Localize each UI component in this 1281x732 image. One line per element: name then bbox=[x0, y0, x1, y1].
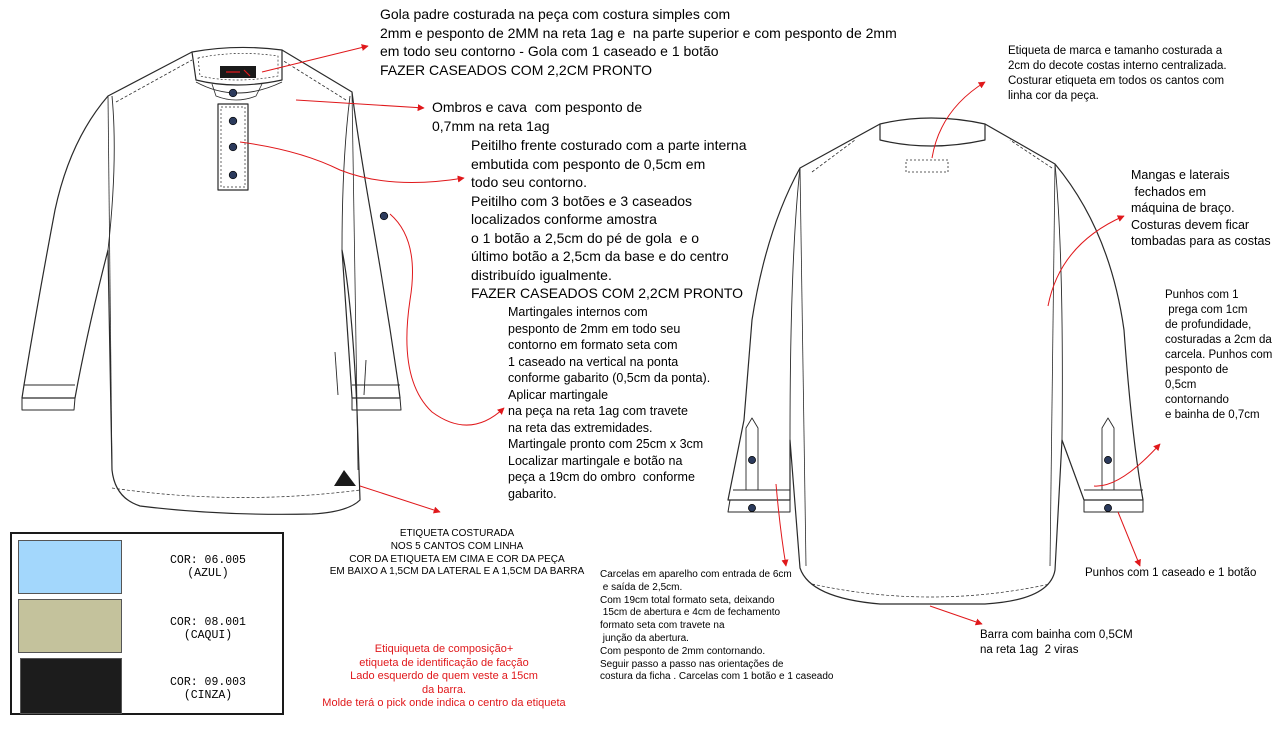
color-code-azul: COR: 06.005 bbox=[170, 554, 246, 567]
front-body-outline bbox=[22, 50, 400, 514]
back-buttons bbox=[748, 456, 1111, 511]
shoulder-arrow bbox=[296, 100, 424, 108]
color-label-caqui bbox=[158, 616, 258, 642]
brand-label-note: Etiqueta de marca e tamanho costurada a 2cm do decote costas interno centralizada. Costurar etiqueta em todos os cantos com linha cor da peça. bbox=[1008, 45, 1227, 102]
color-swatch-caqui bbox=[18, 599, 122, 653]
color-name-caqui: (CAQUI) bbox=[183, 629, 233, 642]
front-shirt-drawing bbox=[22, 47, 401, 514]
color-name-cinza: (CINZA) bbox=[183, 689, 233, 702]
composition-label-note: Etiquiqueta de composição+ etiqueta de identificação de facção Lado esquerdo de quem veste a 15cm da barra. Molde terá o pick onde indica o centro da etiqueta bbox=[322, 643, 566, 710]
placket-arrow bbox=[240, 142, 464, 183]
cuff-buttons-note: Punhos com 1 caseado e 1 botão bbox=[1085, 567, 1257, 579]
color-label-cinza bbox=[158, 676, 258, 702]
collar-note: Gola padre costurada na peça com costura simples com 2mm e pesponto de 2MM na reta 1ag e na parte superior e com pesponto de 2mm em todo seu contorno - Gola com 1 caseado e 1 botão FAZER CASEADOS COM 2,2CM PRONTO bbox=[380, 6, 897, 78]
color-swatch-cinza bbox=[20, 658, 122, 714]
color-name-azul: (AZUL) bbox=[187, 567, 229, 580]
placket-note: Peitilho frente costurado com a parte interna embutida com pesponto de 0,5cm em todo seu contorno. Peitilho com 3 botões e 3 caseados localizados conforme amostra o 1 botão a 2,5cm do pé de gola e o último botão a 2,5cm da base e do centro distribuído igualmente. FAZER CASEADOS COM 2,2CM PRONTO bbox=[471, 137, 747, 301]
hem-note: Barra com bainha com 0,5CM na reta 1ag 2 viras bbox=[980, 629, 1133, 656]
shoulders-note: Ombros e cava com pesponto de 0,7mm na reta 1ag bbox=[432, 99, 643, 134]
sleeve-placket-note: Carcelas em aparelho com entrada de 6cm e saída de 2,5cm. Com 19cm total formato seta, deixando 15cm de abertura e 4cm de fechamento formato seta com travete na junção da abertura. Com pesponto de 2mm contornando. Seguir passo a passo nas orientações de costura da ficha . Carcelas com 1 botão e 1 caseado bbox=[600, 569, 834, 683]
back-brand-label bbox=[906, 160, 948, 172]
cuff-button-arrow bbox=[1118, 512, 1140, 566]
color-swatch-panel bbox=[10, 532, 284, 715]
back-shirt-drawing bbox=[728, 118, 1143, 604]
hem-arrow bbox=[930, 606, 982, 624]
sleeve-placket-arrow bbox=[776, 484, 786, 566]
sewn-label-note: ETIQUETA COSTURADA NOS 5 CANTOS COM LINHA COR DA ETIQUETA EM CIMA E COR DA PEÇA EM BAIXO A 1,5CM DA LATERAL E A 1,5CM DA BARRA bbox=[329, 528, 585, 578]
front-buttons bbox=[229, 89, 388, 220]
front-label-patch bbox=[334, 470, 356, 486]
sleeves-sides-note: Mangas e laterais fechados em máquina de braço. Costuras devem ficar tombadas para as costas bbox=[1131, 168, 1271, 248]
color-code-cinza: COR: 09.003 bbox=[170, 676, 246, 689]
sewn-label-arrow bbox=[360, 486, 440, 512]
martingale-note: Martingales internos com pesponto de 2mm em todo seu contorno em formato seta com 1 caseado na vertical na ponta conforme gabarito (0,5cm da ponta). Aplicar martingale na peça na reta 1ag com travete na reta das extremidades. Martingale pronto com 25cm x 3cm Localizar martingale e botão na peça a 19cm do ombro conforme gabarito. bbox=[508, 305, 711, 501]
color-code-caqui: COR: 08.001 bbox=[170, 616, 246, 629]
color-label-azul bbox=[158, 554, 258, 580]
cuff-arrow bbox=[1094, 444, 1160, 486]
cuffs-note: Punhos com 1 prega com 1cm de profundidade, costuradas a 2cm da carcela. Punhos com pesponto de 0,5cm contornando e bainha de 0,7cm bbox=[1165, 289, 1273, 421]
color-swatch-azul bbox=[18, 540, 122, 594]
